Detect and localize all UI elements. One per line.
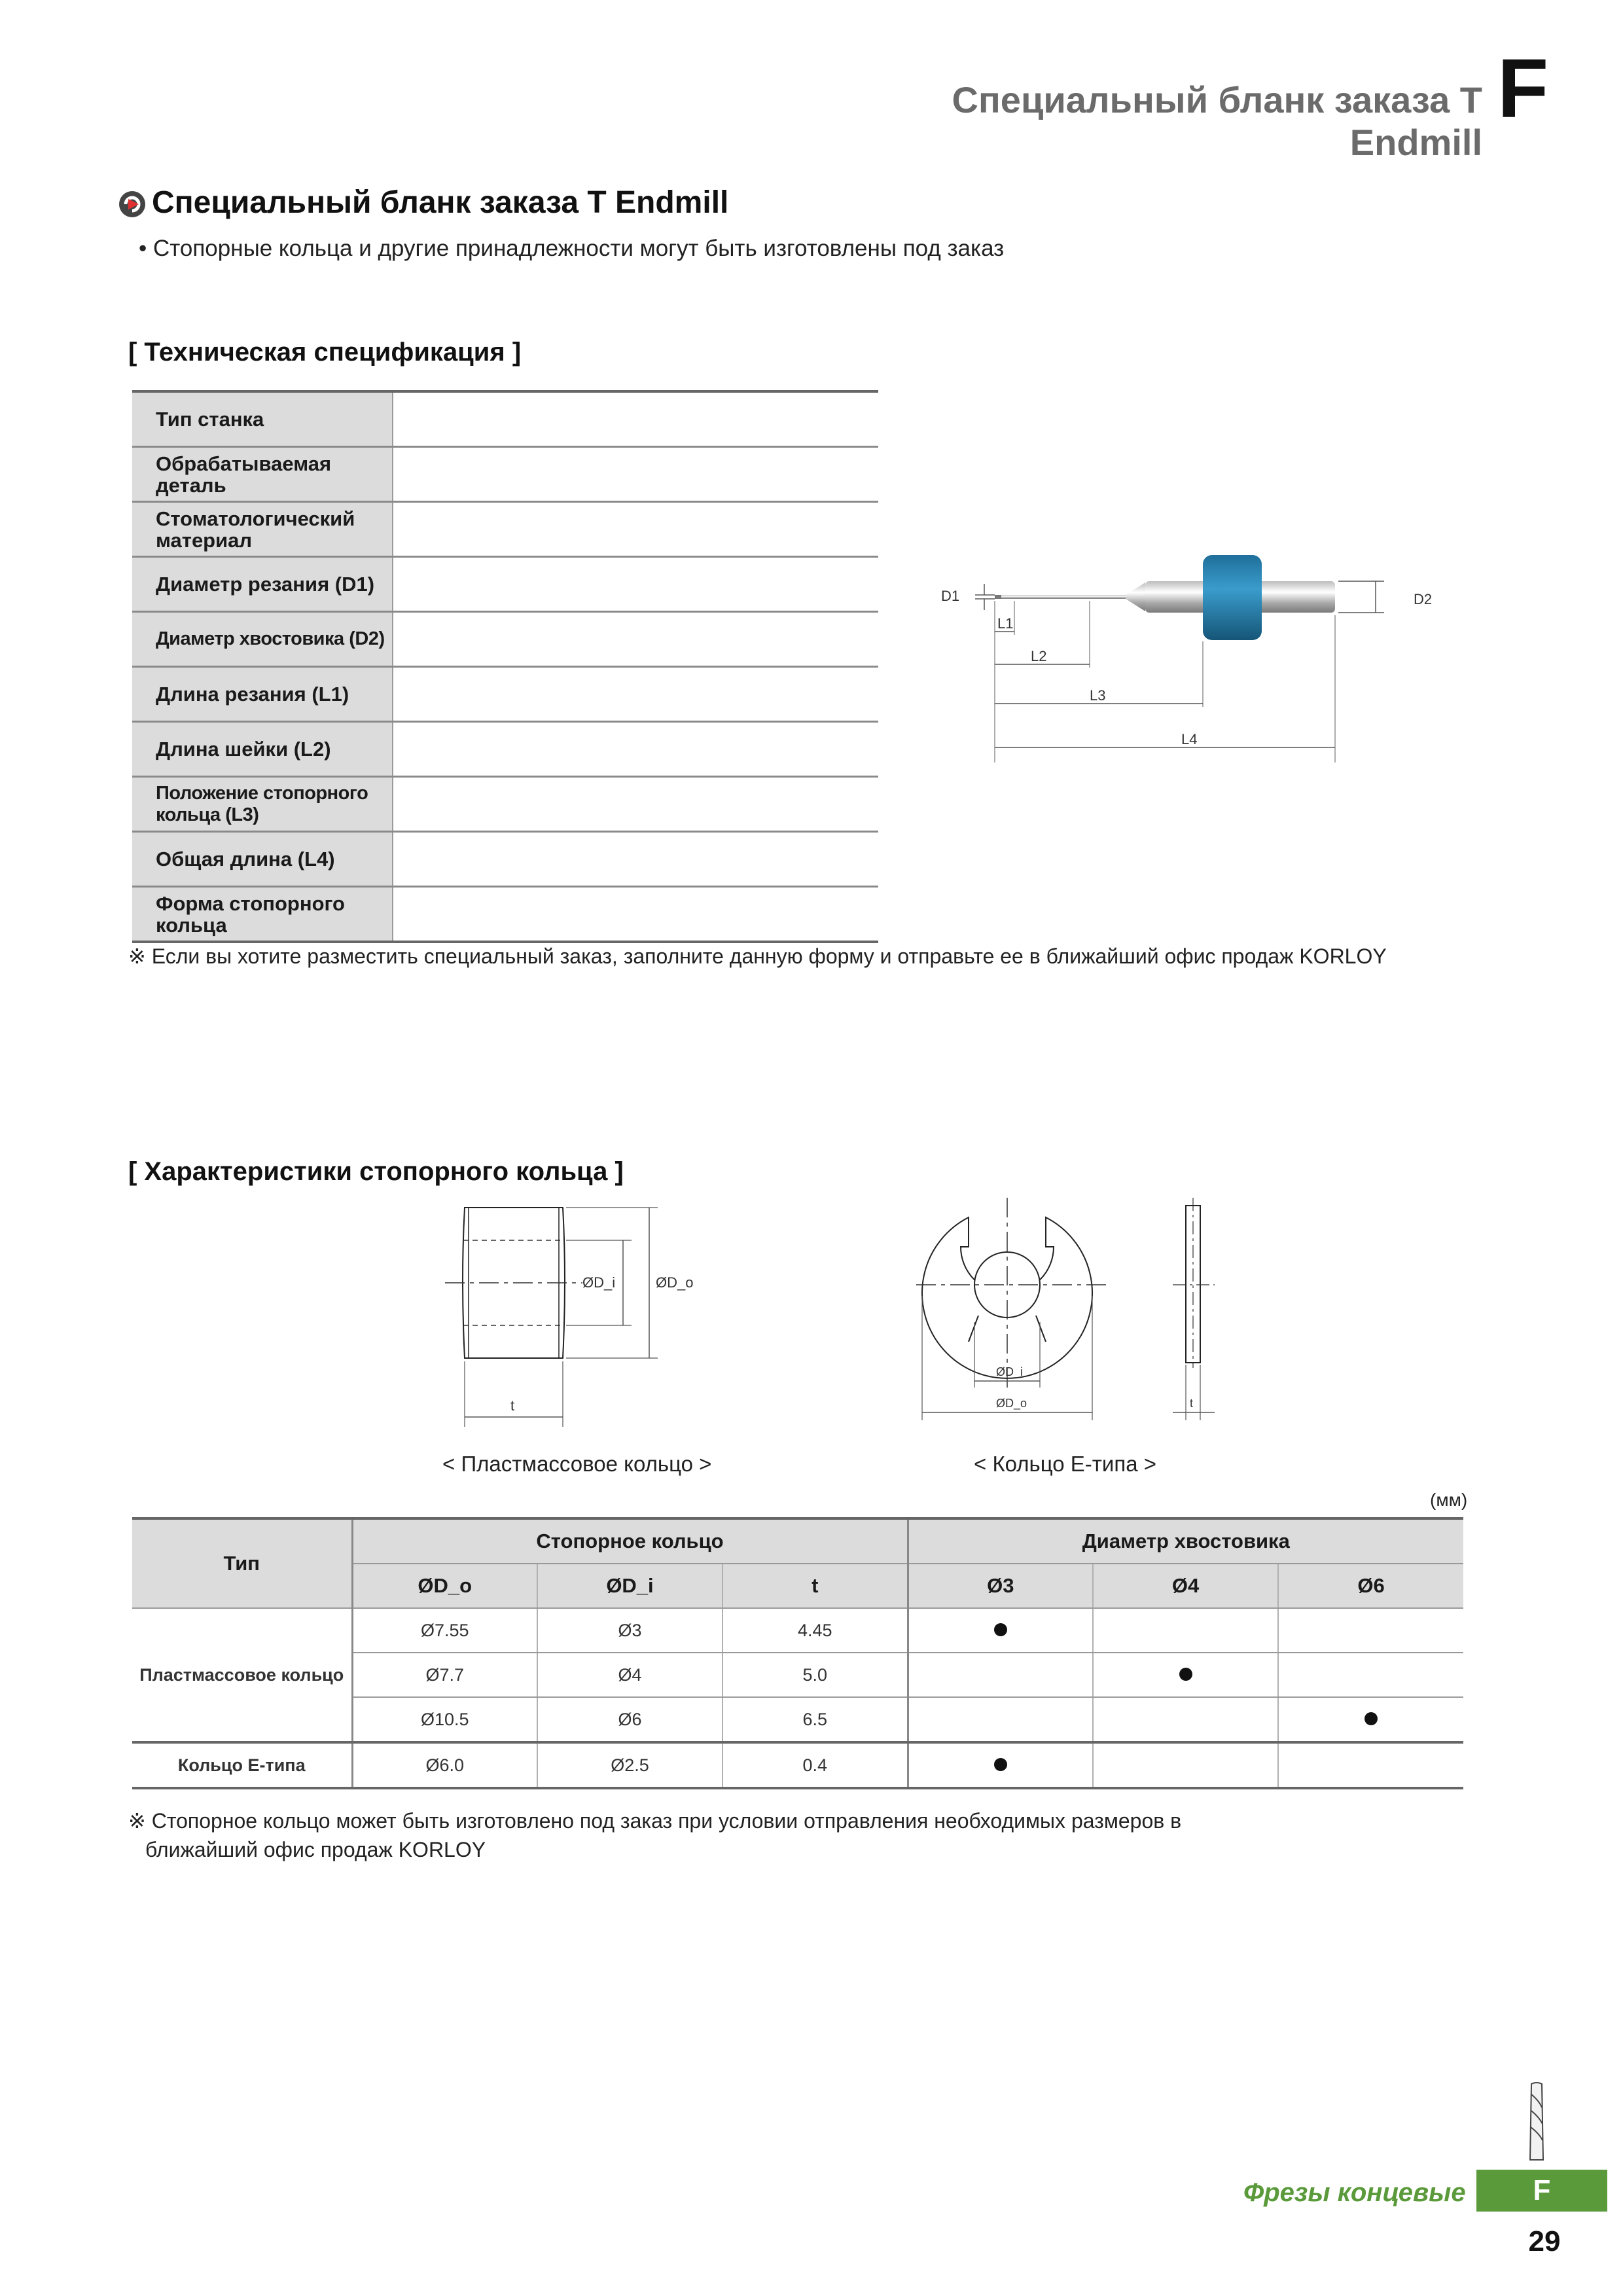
e-type-ring-caption: < Кольцо E-типа > (974, 1452, 1157, 1476)
spec-label: Общая длина (L4) (132, 832, 393, 887)
spec-row (132, 832, 878, 887)
table-cell: Ø2.5 (537, 1742, 722, 1788)
plastic-ring-caption: < Пластмассовое кольцо > (442, 1452, 712, 1476)
spec-value-field[interactable] (393, 777, 878, 832)
spec-value-field[interactable] (393, 832, 878, 887)
spec-heading: [ Техническая спецификация ] (128, 338, 522, 367)
section-subtitle: • Стопорные кольца и другие принадлежности могут быть изготовлены под заказ (139, 236, 1005, 261)
table-cell: Ø7.7 (352, 1653, 537, 1697)
chapter-letter: F (1497, 42, 1549, 135)
ring-note (128, 1806, 1241, 1864)
spec-label: Тип станка (132, 391, 393, 447)
spec-value-field[interactable] (393, 887, 878, 942)
spec-row (132, 667, 878, 722)
ring-note-line: ближайший офис продаж KORLOY (145, 1838, 486, 1861)
spec-label: Диаметр резания (D1) (132, 557, 393, 612)
plastic-ring-row-label: Пластмассовое кольцо (132, 1608, 352, 1742)
d1-label: D1 (941, 588, 960, 604)
spec-value-field[interactable] (393, 447, 878, 502)
col-header: ØD_i (537, 1564, 722, 1608)
endmill-dimension-diagram (929, 537, 1466, 772)
e-t-label: t (1190, 1397, 1194, 1410)
e-type-ring-drawing (916, 1198, 1230, 1433)
t-label: t (510, 1397, 515, 1414)
spec-row (132, 502, 878, 557)
table-row (132, 1742, 1463, 1788)
col-header: t (722, 1564, 908, 1608)
plastic-ring-drawing (445, 1201, 707, 1437)
availability-dot (994, 1758, 1007, 1771)
table-cell: 4.45 (722, 1608, 908, 1653)
table-cell: 6.5 (722, 1697, 908, 1742)
spec-row (132, 557, 878, 612)
col-header: ØD_o (352, 1564, 537, 1608)
availability-dot (1364, 1712, 1378, 1725)
shank-mark-cell (1278, 1653, 1463, 1697)
table-cell: 5.0 (722, 1653, 908, 1697)
shank-mark-cell (908, 1697, 1093, 1742)
table-header-row (132, 1518, 1463, 1564)
spec-value-field[interactable] (393, 667, 878, 722)
spec-row (132, 722, 878, 777)
spec-label: Длина шейки (L2) (132, 722, 393, 777)
endmill-icon (1517, 2081, 1556, 2166)
cutting-tip (995, 595, 1001, 599)
unit-label: (мм) (1430, 1490, 1468, 1510)
do-label: ØD_o (656, 1274, 694, 1291)
table-row (132, 1608, 1463, 1653)
shank-mark-cell (908, 1653, 1093, 1697)
spec-table (132, 390, 878, 943)
availability-dot (994, 1623, 1007, 1636)
spec-label: Положение стопорного кольца (L3) (132, 777, 393, 832)
spec-row (132, 612, 878, 667)
shank-mark-cell (1093, 1697, 1278, 1742)
table-cell: Ø10.5 (352, 1697, 537, 1742)
footer-category-label: Фрезы концевые (1243, 2178, 1466, 2207)
l1-label: L1 (997, 615, 1014, 632)
spec-row (132, 447, 878, 502)
l4-label: L4 (1181, 731, 1198, 747)
col-header: Ø4 (1093, 1564, 1278, 1608)
spec-value-field[interactable] (393, 612, 878, 667)
spec-label: Диаметр хвостовика (D2) (132, 612, 393, 667)
shank-mark-cell (1093, 1653, 1278, 1697)
ring-heading: [ Характеристики стопорного кольца ] (128, 1157, 624, 1186)
page-number: 29 (1528, 2225, 1561, 2257)
ring-group-header: Стопорное кольцо (352, 1518, 908, 1564)
col-header: Ø6 (1278, 1564, 1463, 1608)
footer-chapter-tab: F (1476, 2170, 1607, 2212)
di-label: ØD_i (582, 1274, 616, 1291)
table-cell: 0.4 (722, 1742, 908, 1788)
spec-label: Обрабатываемая деталь (132, 447, 393, 502)
spec-value-field[interactable] (393, 557, 878, 612)
tool-taper (1126, 583, 1145, 611)
spec-label: Длина резания (L1) (132, 667, 393, 722)
shank-mark-cell (1278, 1697, 1463, 1742)
spec-value-field[interactable] (393, 502, 878, 557)
shank-mark-cell (908, 1742, 1093, 1788)
spec-label: Стоматологический материал (132, 502, 393, 557)
spec-row (132, 777, 878, 832)
e-do-label: ØD_o (996, 1397, 1027, 1410)
spec-note: ※ Если вы хотите разместить специальный заказ, заполните данную форму и отправьте ее в ближайший офис продаж KORLOY (128, 944, 1387, 968)
table-cell: Ø7.55 (352, 1608, 537, 1653)
e-di-label: ØD_i (996, 1365, 1024, 1378)
table-cell: Ø3 (537, 1608, 722, 1653)
type-header: Тип (132, 1518, 352, 1608)
availability-dot (1179, 1668, 1192, 1681)
spec-value-field[interactable] (393, 391, 878, 447)
shank-mark-cell (1093, 1742, 1278, 1788)
shank-mark-cell (1278, 1742, 1463, 1788)
col-header: Ø3 (908, 1564, 1093, 1608)
shank-group-header: Диаметр хвостовика (908, 1518, 1463, 1564)
shank-mark-cell (908, 1608, 1093, 1653)
shank-mark-cell (1278, 1608, 1463, 1653)
shank-mark-cell (1093, 1608, 1278, 1653)
stopper-ring (1203, 555, 1262, 640)
table-cell: Ø4 (537, 1653, 722, 1697)
table-cell: Ø6.0 (352, 1742, 537, 1788)
tool-neck (1001, 595, 1126, 599)
ring-note-line: ※ Стопорное кольцо может быть изготовлено под заказ при условии отправления необходимых размеров в (128, 1809, 1182, 1833)
spec-row (132, 391, 878, 447)
spec-value-field[interactable] (393, 722, 878, 777)
l2-label: L2 (1031, 648, 1047, 664)
spec-row (132, 887, 878, 942)
section-title: Специальный бланк заказа T Endmill (152, 185, 729, 220)
page-header-title: Специальный бланк заказа T Endmill (952, 79, 1482, 163)
spec-label: Форма стопорного кольца (132, 887, 393, 942)
e-type-row-label: Кольцо E-типа (132, 1742, 352, 1788)
ring-spec-table (132, 1517, 1463, 1789)
table-cell: Ø6 (537, 1697, 722, 1742)
l3-label: L3 (1090, 687, 1106, 704)
d2-label: D2 (1414, 591, 1433, 607)
section-bullet-icon (118, 190, 147, 219)
